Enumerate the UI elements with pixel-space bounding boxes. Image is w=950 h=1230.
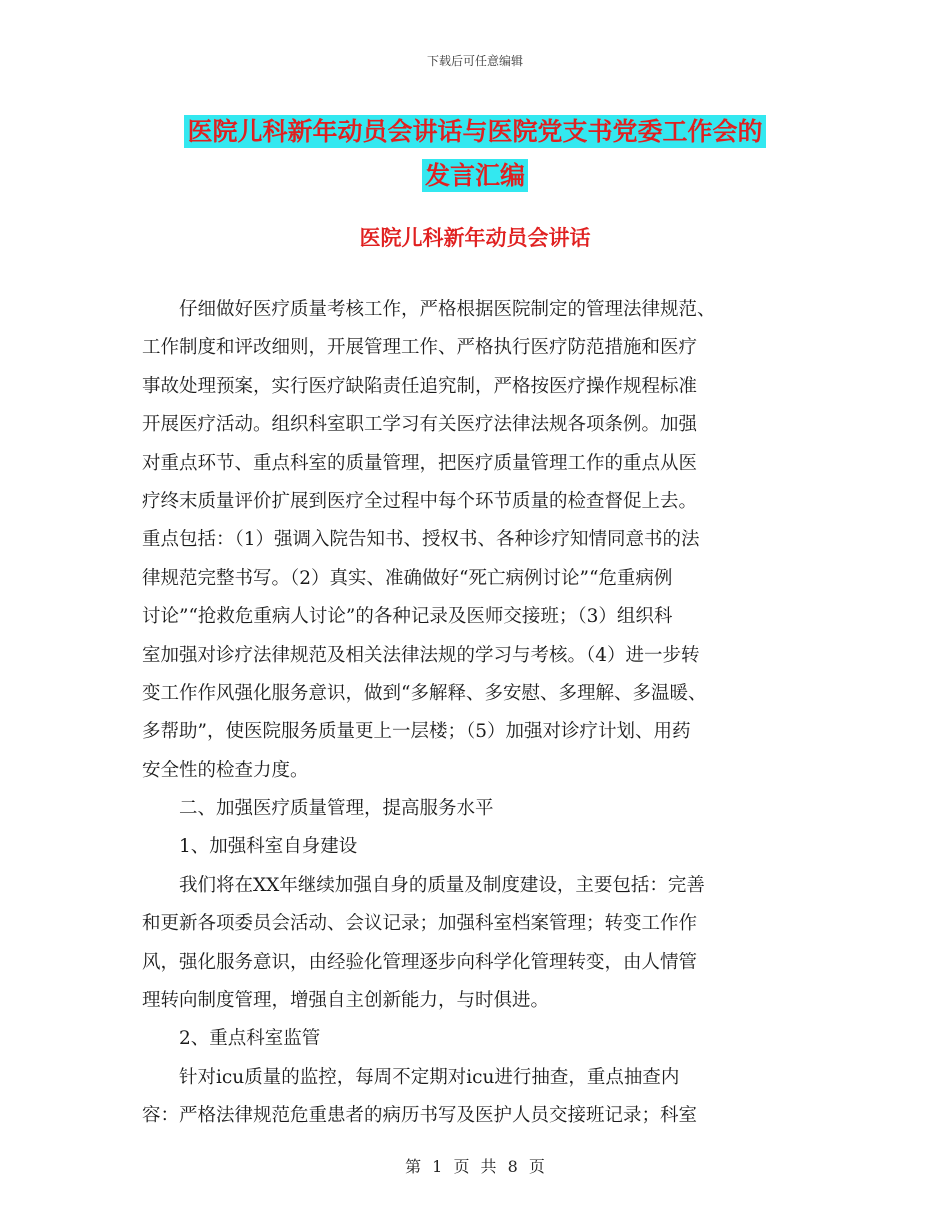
text-line: 安全性的检查力度。 bbox=[142, 759, 309, 781]
section-title: 医院儿科新年动员会讲话 bbox=[359, 226, 591, 250]
page-footer: 第 1 页 共 8 页 bbox=[405, 1157, 545, 1176]
text-line: 2、重点科室监管 bbox=[142, 1028, 321, 1050]
document-title-text-1: 医院儿科新年动员会讲话与医院党支书党委工作会的 bbox=[184, 115, 765, 148]
header-note: 下载后可任意编辑 bbox=[426, 54, 523, 68]
text-line: 律规范完整书写。（2）真实、准确做好“死亡病例讨论”“危重病例 bbox=[142, 567, 673, 589]
text-line: 室加强对诊疗法律规范及相关法律法规的学习与考核。（4）进一步转 bbox=[142, 644, 700, 666]
document-title-line-2 bbox=[0, 156, 950, 192]
text-line: 工作制度和评改细则，开展管理工作、严格执行医疗防范措施和医疗 bbox=[142, 337, 698, 359]
text-line: 风，强化服务意识，由经验化管理逐步向科学化管理转变，由人情管 bbox=[142, 951, 698, 973]
text-line: 仔细做好医疗质量考核工作，严格根据医院制定的管理法律规范、 bbox=[142, 299, 716, 320]
text-line: 重点包括：（1）强调入院告知书、授权书、各种诊疗知情同意书的法 bbox=[142, 529, 700, 551]
text-line: 1、加强科室自身建设 bbox=[142, 836, 358, 858]
text-line: 疗终末质量评价扩展到医疗全过程中每个环节质量的检查督促上去。 bbox=[142, 490, 698, 512]
text-line: 多帮助”，使医院服务质量更上一层楼；（5）加强对诊疗计划、用药 bbox=[142, 721, 691, 743]
text-line: 容：严格法律规范危重患者的病历书写及医护人员交接班记录；科室 bbox=[142, 1105, 698, 1127]
document-title-text-2: 发言汇编 bbox=[422, 159, 528, 192]
text-line: 对重点环节、重点科室的质量管理，把医疗质量管理工作的重点从医 bbox=[142, 452, 698, 474]
body-text bbox=[142, 291, 812, 1136]
text-line: 变工作作风强化服务意识，做到“多解释、多安慰、多理解、多温暖、 bbox=[142, 682, 707, 704]
document-title-line-1 bbox=[0, 112, 950, 148]
text-line: 事故处理预案，实行医疗缺陷责任追究制，严格按医疗操作规程标准 bbox=[142, 375, 698, 397]
text-line: 开展医疗活动。组织科室职工学习有关医疗法律法规各项条例。加强 bbox=[142, 414, 698, 436]
text-line: 理转向制度管理，增强自主创新能力，与时俱进。 bbox=[142, 990, 550, 1012]
text-line: 二、加强医疗质量管理，提高服务水平 bbox=[142, 798, 494, 820]
text-line: 我们将在XX年继续加强自身的质量及制度建设，主要包括：完善 bbox=[142, 874, 705, 896]
text-line: 讨论”“抢救危重病人讨论”的各种记录及医师交接班；（3）组织科 bbox=[142, 606, 673, 628]
text-line: 针对icu质量的监控，每周不定期对icu进行抽查，重点抽查内 bbox=[142, 1066, 680, 1088]
text-line: 和更新各项委员会活动、会议记录；加强科室档案管理；转变工作作 bbox=[142, 913, 698, 935]
